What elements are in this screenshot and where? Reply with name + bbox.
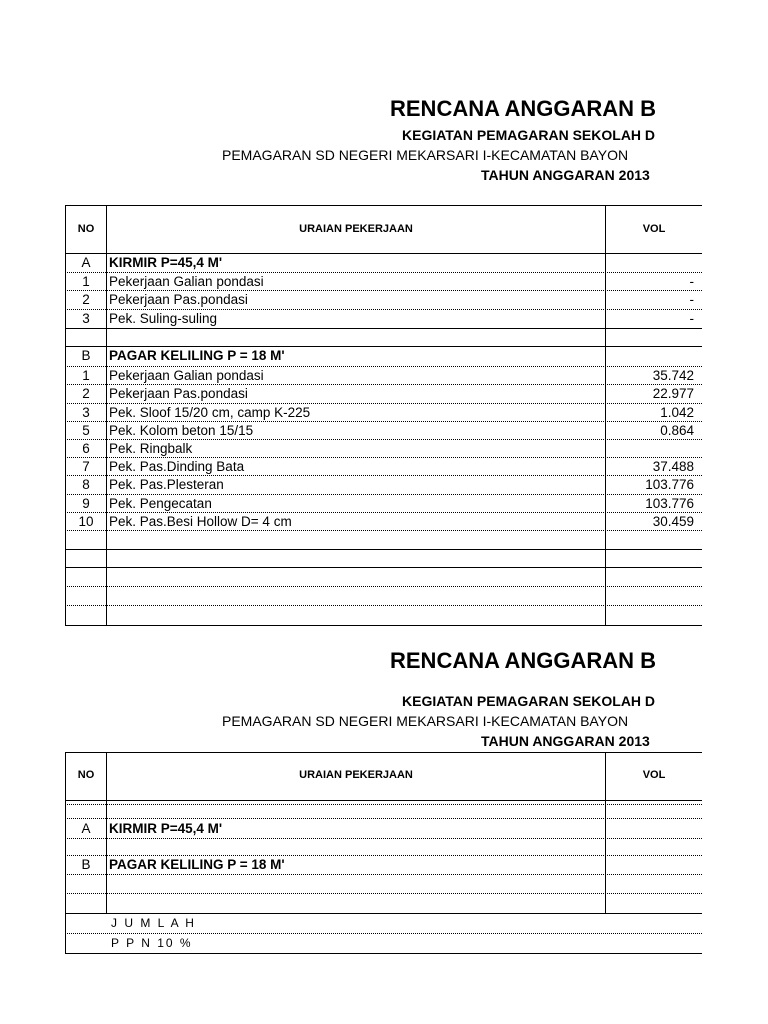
column-header-no: NO <box>77 769 95 781</box>
summary-jumlah: J U M L A H <box>111 916 196 930</box>
row-no: 6 <box>82 441 90 456</box>
row-desc: Pek. Kolom beton 15/15 <box>109 423 254 438</box>
row-desc: Pek. Pas.Plesteran <box>109 477 224 492</box>
row-no: 2 <box>82 292 90 307</box>
row-desc: Pek. Pas.Dinding Bata <box>109 459 245 474</box>
row-desc: Pekerjaan Galian pondasi <box>109 274 264 289</box>
section1-year: TAHUN ANGGARAN 2013 <box>481 167 650 183</box>
column-header-desc: URAIAN PEKERJAAN <box>299 769 413 781</box>
column-header-no: NO <box>77 223 95 235</box>
section1-location: PEMAGARAN SD NEGERI MEKARSARI I-KECAMATAN BAYON <box>222 147 629 163</box>
row-desc: KIRMIR P=45,4 M' <box>109 255 223 270</box>
row-desc: Pekerjaan Pas.pondasi <box>109 386 248 401</box>
row-vol: 30.459 <box>652 514 694 529</box>
row-no: 8 <box>82 477 90 492</box>
row-vol: - <box>689 274 694 289</box>
row-no: 10 <box>78 514 94 529</box>
row-desc: Pek. Sloof 15/20 cm, camp K-225 <box>109 405 311 420</box>
row-desc: Pekerjaan Pas.pondasi <box>109 292 248 307</box>
row-no: 5 <box>82 423 90 438</box>
row-vol: 103.776 <box>645 496 694 511</box>
row-no: 9 <box>82 496 90 511</box>
row-vol: 22.977 <box>652 386 694 401</box>
row-vol: 103.776 <box>645 477 694 492</box>
row-no: 3 <box>82 405 90 420</box>
row-vol: 1.042 <box>660 405 694 420</box>
section1-subtitle: KEGIATAN PEMAGARAN SEKOLAH D <box>402 127 656 143</box>
summary-ppn: P P N 10 % <box>111 936 193 950</box>
row-desc: Pek. Suling-suling <box>109 311 218 326</box>
section2-subtitle: KEGIATAN PEMAGARAN SEKOLAH D <box>402 693 656 709</box>
row-desc: Pek. Pas.Besi Hollow D= 4 cm <box>109 514 292 529</box>
row-no: 1 <box>82 274 90 289</box>
row-no: A <box>81 255 91 270</box>
row-desc: PAGAR KELILING P = 18 M' <box>109 348 285 363</box>
row-no: 3 <box>82 311 90 326</box>
row-desc: PAGAR KELILING P = 18 M' <box>109 857 285 872</box>
row-vol: - <box>689 292 694 307</box>
row-vol: 37.488 <box>652 459 694 474</box>
row-desc: Pek. Ringbalk <box>109 441 193 456</box>
row-vol: - <box>689 311 694 326</box>
section1-title: RENCANA ANGGARAN B <box>390 96 657 121</box>
section2-year: TAHUN ANGGARAN 2013 <box>481 733 650 749</box>
row-desc: KIRMIR P=45,4 M' <box>109 821 223 836</box>
row-no: 2 <box>82 386 90 401</box>
row-vol: 35.742 <box>652 368 694 383</box>
column-header-vol: VOL <box>642 769 666 781</box>
row-no: B <box>81 348 91 363</box>
row-desc: Pekerjaan Galian pondasi <box>109 368 264 383</box>
row-no: 1 <box>82 368 90 383</box>
row-vol: 0.864 <box>660 423 694 438</box>
column-header-desc: URAIAN PEKERJAAN <box>299 223 413 235</box>
row-no: B <box>81 857 91 872</box>
row-no: A <box>81 821 91 836</box>
column-header-vol: VOL <box>642 223 666 235</box>
row-desc: Pek. Pengecatan <box>109 496 212 511</box>
row-no: 7 <box>82 459 90 474</box>
section2-title: RENCANA ANGGARAN B <box>390 648 657 673</box>
section2-location: PEMAGARAN SD NEGERI MEKARSARI I-KECAMATAN BAYON <box>222 713 629 729</box>
